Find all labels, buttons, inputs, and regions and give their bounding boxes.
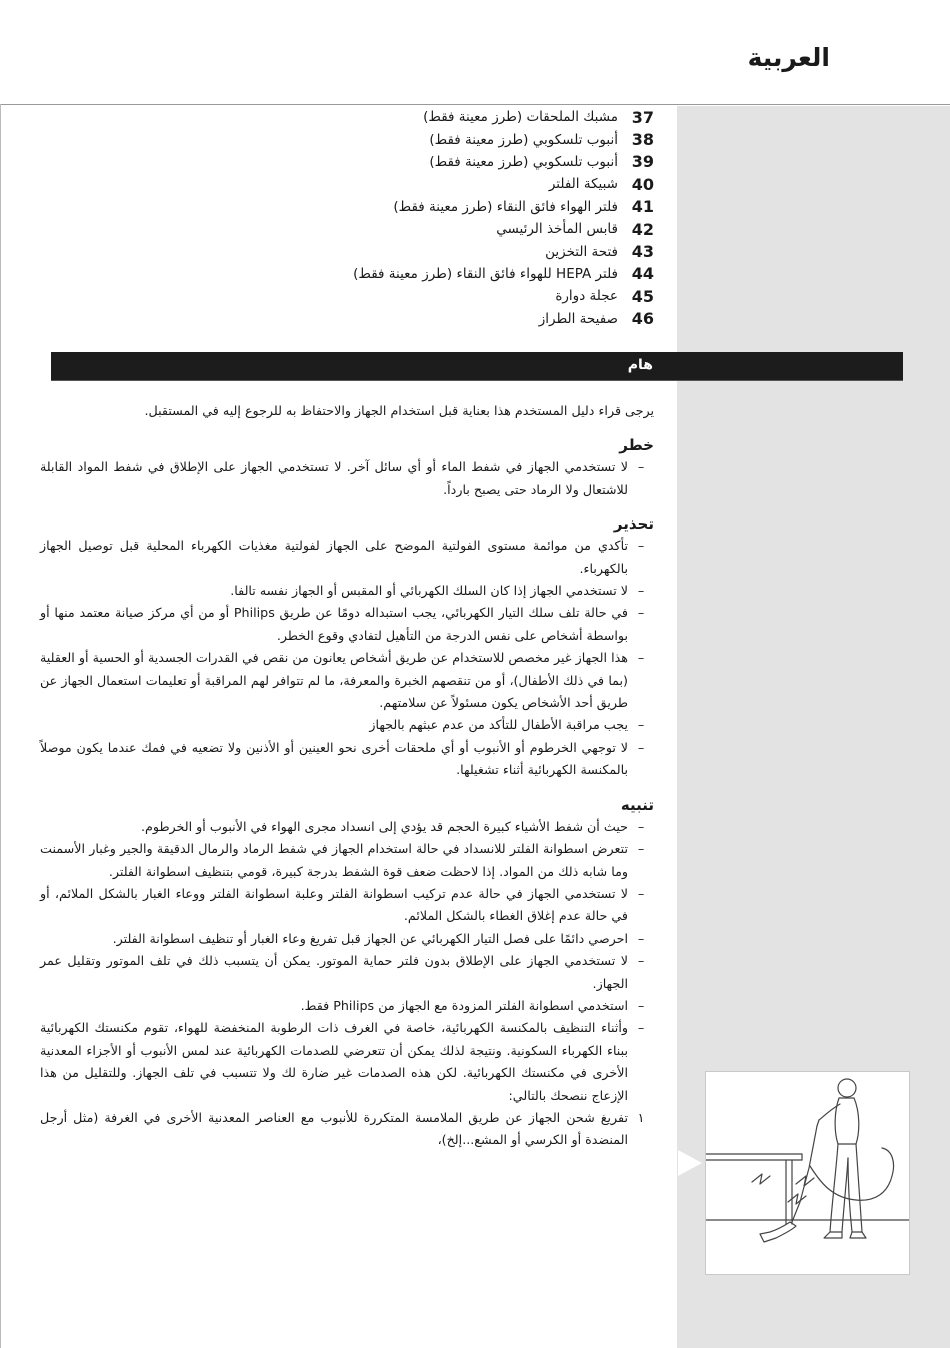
item-text: احرصي دائمًا على فصل التيار الكهربائي عن الجهاز قبل تفريغ وعاء الغبار أو تنظيف اسطوانة الفلتر. [112,930,628,946]
language-title: العربية [747,43,830,72]
static-shock-illustration [705,1071,910,1275]
item-text: حيث أن شفط الأشياء كبيرة الحجم قد يؤدي إلى انسداد مجرى الهواء في الأنبوب أو الخرطوم. [141,818,628,834]
part-item [353,285,654,307]
part-label: صفيحة الطراز [538,310,618,327]
item-text: تفريغ شحن الجهاز عن طريق الملامسة المتكررة للأنبوب مع العناصر المعدنية الأخرى في الغرفة (مثل أرجل المنضدة أو الكرسي أو المشع...إلخ)، [40,1109,628,1148]
part-label: قابس المأخذ الرئيسي [496,221,618,238]
part-number: 46 [631,309,654,329]
part-number: 39 [631,152,654,172]
caution-item [40,1017,654,1107]
header-divider [0,104,950,105]
item-text: لا توجهي الخرطوم أو الأنبوب أو أي ملحقات أخرى نحو العينين أو الأذنين ولا تضعيه في فمك عندما يكون موصلاً بالمكنسة الكهربائية أثناء تشغيلها. [40,739,628,778]
bullet: – [637,1020,645,1036]
part-label: مشبك الملحقات (طرز معينة فقط) [423,109,618,126]
part-item [353,263,654,285]
bullet: – [637,885,645,901]
warning-item [40,535,654,580]
bullet: – [637,717,645,733]
item-text: لا تستخدمي الجهاز في شفط الماء أو أي سائل آخر. لا تستخدمي الجهاز على الإطلاق في شفط المواد القابلة للاشتعال ولا الرماد حتى يصبح بارداً. [40,459,628,497]
warning-item [40,602,654,647]
page-edge-line [0,104,1,1348]
part-item [353,308,654,330]
part-number: 37 [631,107,654,127]
item-text: وأثناء التنظيف بالمكنسة الكهربائية، خاصة في الغرف ذات الرطوبة المنخفضة للهواء، تقوم مكنستك الكهربائية ببناء الكهرباء السكونية. ونتيجة لذلك يمكن أن تتعرضي للصدمات الكهربائية عند لمس الأنبوب أو الأجزاء المعدنية الأخرى في مكنستك الكهربائية. لكن هذه الصدمات غير ضارة لك ولا تتسبب في تلف الجهاز. وللتقليل من هذا الإزعاج ننصحك بالتالي: [40,1020,628,1103]
pointer-arrow-icon [678,1150,702,1176]
warning-heading: تحذير [613,515,654,534]
section-title: هام [627,357,653,373]
item-text: تأكدي من موائمة مستوى الفولتية الموضح على الجهاز لفولتية مغذيات الكهرباء المحلية قبل توصيل الجهاز بالكهرباء. [40,538,628,576]
item-text: في حالة تلف سلك التيار الكهربائي، يجب استبداله دومًا عن طريق Philips أو من أي مركز صيانة معتمد منها أو بواسطة أشخاص على نفس الدرجة من التأهيل لتفادي وقوع الخطر. [40,605,628,643]
item-text: لا تستخدمي الجهاز إذا كان السلك الكهربائي أو المقبس أو الجهاز نفسه تالفا. [230,583,628,599]
part-number: 42 [631,219,654,239]
part-label: شبيكة الفلتر [548,176,618,193]
part-item [353,240,654,262]
caution-heading: تنبيه [620,795,654,814]
part-number: 44 [631,264,654,284]
part-item [353,106,654,128]
warning-item [40,580,654,602]
part-item [353,173,654,195]
item-text: هذا الجهاز غير مخصص للاستخدام عن طريق أشخاص يعانون من نقص في القدرات الجسدية أو الحسية أو العقلية (بما في ذلك الأطفال)، أو من تنقصهم الخبرة والمعرفة، ما لم تتوافر لهم المراقبة أو تعليمات استعمال الجهاز عن طريق أحد الأشخاص يكون مسئولاً عن سلامتهم. [40,650,628,711]
caution-item [40,838,654,883]
item-text: تتعرض اسطوانة الفلتر للانسداد في حالة استخدام الجهاز في شفط الرماد والرمال الدقيقة والجير وغبار الأسمنت وما شابه ذلك من المواد. إذا لاحظت ضعف قوة الشفط بدرجة كبيرة، قومي بتنظيف اسطوانة الفلتر. [40,841,628,879]
bullet: – [637,841,645,857]
bullet: – [637,459,645,475]
instructions-content [40,400,654,1152]
part-label: فتحة التخزين [545,243,618,260]
part-number: 41 [631,197,654,217]
caution-item [40,950,654,995]
warning-item [40,714,654,736]
part-number: 38 [631,130,654,150]
numbered-item [40,1107,654,1152]
part-number: 40 [631,174,654,194]
bullet: – [637,997,645,1013]
part-number: 43 [631,242,654,262]
parts-list [353,106,654,330]
bullet: – [637,739,645,755]
part-item [353,151,654,173]
item-number: ١ [637,1109,645,1125]
intro-paragraph: يرجى قراء دليل المستخدم هذا بعناية قبل استخدام الجهاز والاحتفاظ به للرجوع إليه في المستقبل. [144,403,654,418]
caution-item [40,928,654,950]
warning-item [40,647,654,714]
warning-item [40,737,654,782]
part-label: أنبوب تلسكوبي (طرز معينة فقط) [429,131,618,148]
bullet: – [637,953,645,969]
vacuum-user-illustration [706,1072,909,1274]
bullet: – [637,818,645,834]
part-label: عجلة دوارة [555,288,618,305]
part-item [353,196,654,218]
part-number: 45 [631,286,654,306]
bullet: – [637,930,645,946]
danger-heading: خطر [619,436,654,455]
part-label: فلتر HEPA للهواء فائق النقاء (طرز معينة فقط) [353,265,618,282]
bullet: – [637,650,645,666]
bullet: – [637,605,645,621]
part-label: فلتر الهواء فائق النقاء (طرز معينة فقط) [393,198,618,215]
section-title-bar [51,352,903,381]
danger-item [40,456,654,501]
bullet: – [637,538,645,554]
part-item [353,128,654,150]
item-text: لا تستخدمي الجهاز على الإطلاق بدون فلتر حماية الموتور. يمكن أن يتسبب ذلك في تلف الموتور وتقليل عمر الجهاز. [40,953,628,991]
caution-item [40,995,654,1017]
item-text: لا تستخدمي الجهاز في حالة عدم تركيب اسطوانة الفلتر وعلبة اسطوانة الفلتر ووعاء الغبار بالشكل الملائم، أو في حالة عدم إغلاق الغطاء بالشكل الملائم. [40,885,628,924]
caution-item [40,883,654,928]
item-text: يجب مراقبة الأطفال للتأكد من عدم عبثهم بالجهاز [369,717,628,733]
part-label: أنبوب تلسكوبي (طرز معينة فقط) [429,153,618,170]
bullet: – [637,583,645,599]
caution-item [40,816,654,838]
item-text: استخدمي اسطوانة الفلتر المزودة مع الجهاز من Philips فقط. [300,997,628,1013]
part-item [353,218,654,240]
